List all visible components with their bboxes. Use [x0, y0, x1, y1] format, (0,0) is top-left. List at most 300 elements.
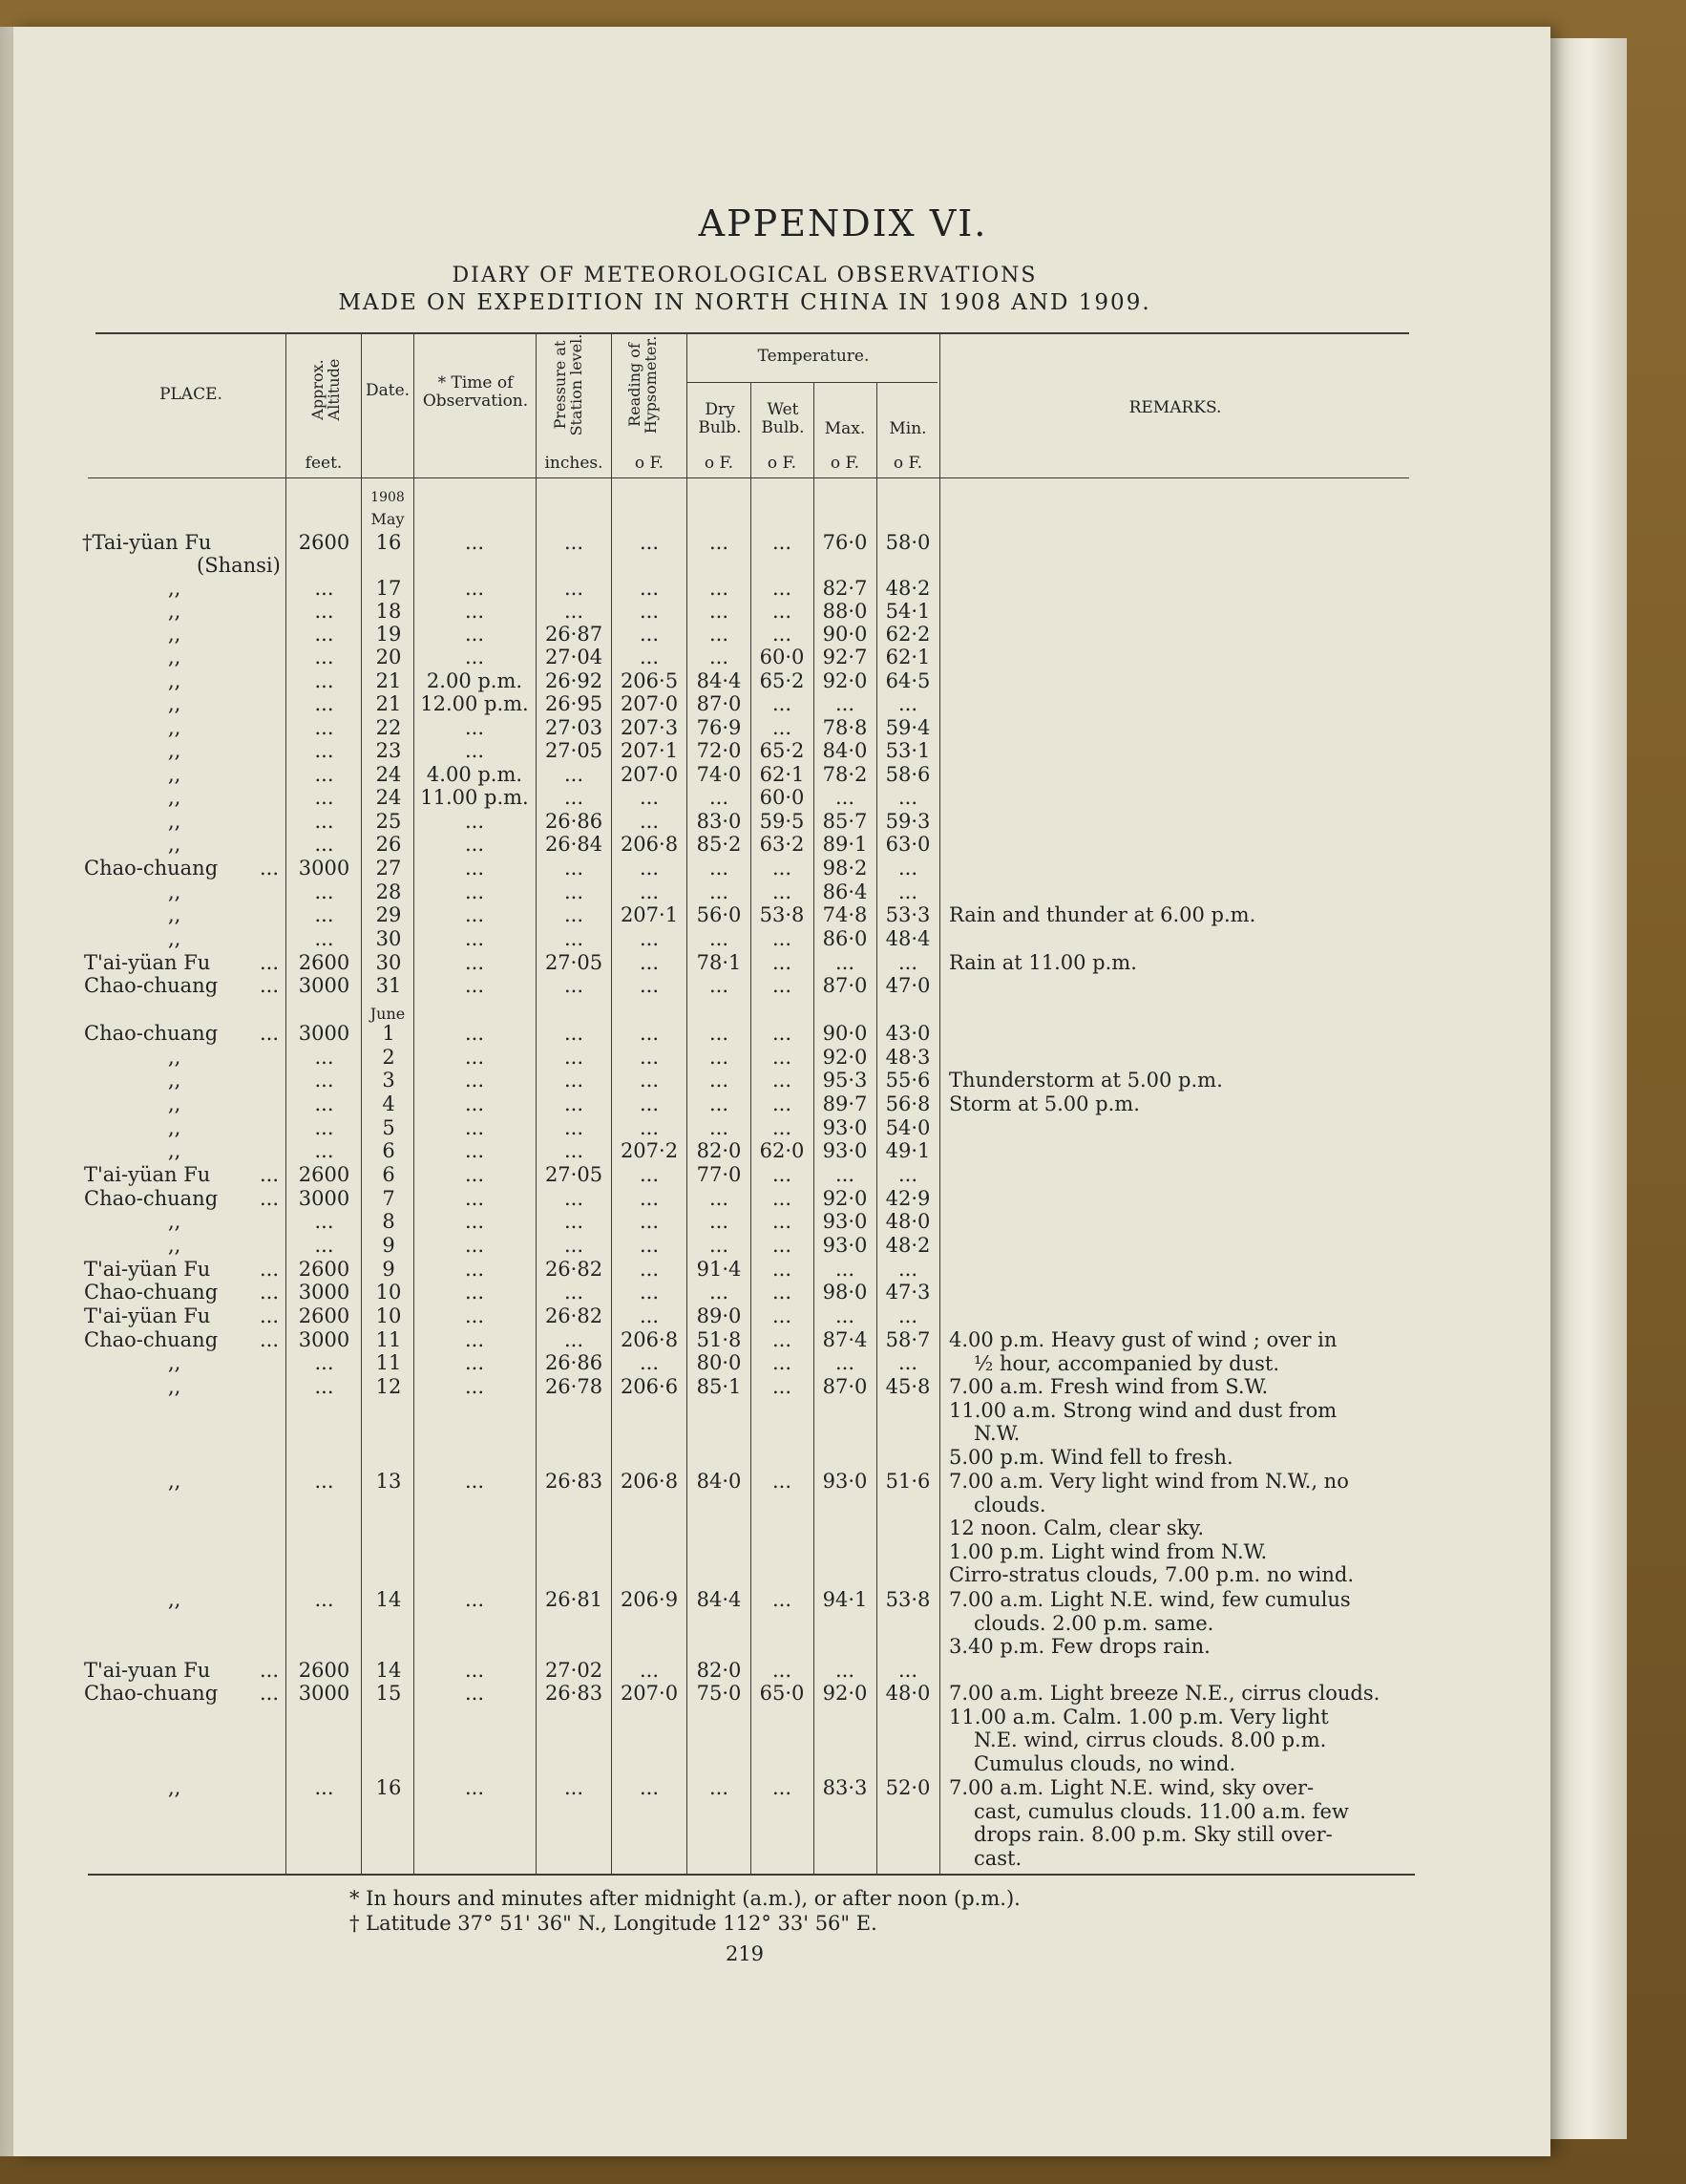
cell-date: 17	[375, 577, 402, 600]
cell-dry: ...	[708, 1234, 729, 1257]
cell-place: Chao-chuang	[84, 974, 219, 997]
cell-hyps: 206·8	[620, 833, 679, 856]
cell-min: 63·0	[885, 833, 931, 856]
cell-press: ...	[563, 600, 584, 623]
cell-hyps: ...	[639, 531, 660, 554]
cell-time: ...	[464, 531, 485, 554]
col-header-max: Max.	[824, 419, 866, 438]
table-top-rule	[95, 332, 1409, 334]
cell-press: ...	[563, 1187, 584, 1210]
cell-wet: 60·0	[759, 646, 805, 668]
cell-min: 48·2	[885, 577, 931, 600]
cell-max: 93·0	[822, 1139, 868, 1162]
col-header-hypsometer: Reading of Hypsometer.	[625, 335, 660, 435]
cell-date: 4	[382, 1092, 395, 1115]
cell-alt: ...	[314, 692, 334, 715]
cell-date: 16	[375, 531, 402, 554]
cell-hyps: ...	[639, 1281, 660, 1304]
cell-place: Chao-chuang	[84, 1281, 219, 1304]
cell-hyps: ...	[639, 1258, 660, 1281]
cell-press: 26·86	[544, 1351, 603, 1374]
cell-hyps: 206·8	[620, 1328, 679, 1351]
cell-alt: ...	[314, 1588, 334, 1611]
cell-dry: ...	[708, 1116, 729, 1139]
cell-alt: ...	[314, 669, 334, 692]
cell-date: 20	[375, 646, 402, 668]
table-row	[0, 1304, 1432, 1328]
cell-dry: ...	[708, 531, 729, 554]
cell-wet: 62·1	[759, 763, 805, 786]
col-header-altitude: Approx. Altitude	[308, 358, 343, 421]
cell-alt: 3000	[298, 1187, 350, 1210]
cell-alt: ...	[314, 739, 334, 762]
cell-press: 27·05	[544, 1163, 603, 1186]
cell-time: ...	[464, 810, 485, 833]
cell-place: ,,	[168, 1776, 181, 1799]
cell-date: 21	[375, 669, 402, 692]
cell-wet: 65·0	[759, 1682, 805, 1705]
cell-time: ...	[464, 646, 485, 668]
remark-line: Thunderstorm at 5.00 p.m.	[949, 1069, 1223, 1092]
cell-wet: 62·0	[759, 1139, 805, 1162]
cell-alt: ...	[314, 577, 334, 600]
cell-hyps: ...	[639, 577, 660, 600]
cell-hyps: ...	[639, 1187, 660, 1210]
col-header-pressure: Pressure at Station level.	[551, 333, 585, 436]
cell-dry: 82·0	[696, 1139, 742, 1162]
cell-max: ...	[834, 951, 855, 974]
table-row	[0, 810, 1432, 834]
cell-date: 23	[375, 739, 402, 762]
cell-press: ...	[563, 1210, 584, 1233]
cell-place: †Tai-yüan Fu	[82, 531, 212, 554]
cell-max: 84·0	[822, 739, 868, 762]
table-row	[0, 1234, 1432, 1258]
table-row	[0, 1210, 1432, 1234]
cell-max: 87·4	[822, 1328, 868, 1351]
page-title: APPENDIX VI.	[698, 202, 988, 244]
remark-line: 7.00 a.m. Fresh wind from S.W.	[949, 1375, 1269, 1398]
cell-max: 94·1	[822, 1588, 868, 1611]
cell-min: 48·2	[885, 1234, 931, 1257]
remark-line: Rain at 11.00 p.m.	[949, 951, 1137, 974]
cell-wet: ...	[771, 974, 792, 997]
cell-hyps: ...	[639, 1234, 660, 1257]
cell-hyps: ...	[639, 857, 660, 880]
cell-dry: 77·0	[696, 1163, 742, 1186]
cell-wet: 65·2	[759, 669, 805, 692]
cell-time: ...	[464, 1022, 485, 1045]
cell-max: 87·0	[822, 1375, 868, 1398]
cell-dry: ...	[708, 880, 729, 903]
cell-date: 16	[375, 1776, 402, 1799]
cell-place: ,,	[168, 786, 181, 809]
cell-alt: 3000	[298, 1328, 350, 1351]
table-row	[0, 974, 1432, 998]
cell-hyps: 207·0	[620, 763, 679, 786]
cell-place: ,,	[168, 1210, 181, 1233]
cell-wet: 53·8	[759, 903, 805, 926]
cell-time: ...	[464, 1046, 485, 1069]
cell-hyps: ...	[639, 1116, 660, 1139]
col-header-max-unit: o F.	[830, 454, 860, 473]
cell-dry: 51·8	[696, 1328, 742, 1351]
table-row	[0, 531, 1432, 555]
cell-wet: ...	[771, 880, 792, 903]
cell-press: 27·05	[544, 951, 603, 974]
cell-wet: ...	[771, 1281, 792, 1304]
cell-time: ...	[464, 1470, 485, 1493]
table-row	[0, 1022, 1432, 1046]
cell-date: 6	[382, 1163, 395, 1186]
cell-max: 90·0	[822, 1022, 868, 1045]
cell-dry: ...	[708, 1776, 729, 1799]
cell-dry: ...	[708, 646, 729, 668]
cell-max: 98·2	[822, 857, 868, 880]
cell-press: ...	[563, 1069, 584, 1092]
cell-time: 11.00 p.m.	[420, 786, 529, 809]
cell-place-leader: ...	[260, 974, 280, 997]
cell-remarks	[949, 903, 1405, 927]
cell-press: ...	[563, 1776, 584, 1799]
cell-place: ,,	[168, 669, 181, 692]
cell-dry: 72·0	[696, 739, 742, 762]
cell-place: T'ai-yüan Fu	[84, 951, 211, 974]
cell-remarks	[949, 951, 1405, 975]
cell-time: ...	[464, 1776, 485, 1799]
cell-max: 90·0	[822, 623, 868, 646]
cell-time: ...	[464, 623, 485, 646]
col-header-dry-bulb: Dry Bulb.	[698, 400, 742, 437]
cell-place-leader: ...	[260, 1659, 280, 1682]
cell-alt: ...	[314, 786, 334, 809]
cell-min: 58·6	[885, 763, 931, 786]
cell-wet: ...	[771, 692, 792, 715]
cell-place: ,,	[168, 927, 181, 950]
remark-line: 3.40 p.m. Few drops rain.	[949, 1635, 1211, 1659]
cell-wet: ...	[771, 1588, 792, 1611]
cell-max: 82·7	[822, 577, 868, 600]
cell-time: 12.00 p.m.	[420, 692, 529, 715]
cell-hyps: 206·8	[620, 1470, 679, 1493]
cell-date: 11	[375, 1351, 402, 1374]
cell-time: ...	[464, 903, 485, 926]
table-row	[0, 786, 1432, 810]
cell-dry: ...	[708, 1046, 729, 1069]
cell-dry: 56·0	[696, 903, 742, 926]
cell-place-leader: ...	[260, 1163, 280, 1186]
temperature-rule	[687, 382, 938, 383]
cell-date: 14	[375, 1659, 402, 1682]
remark-line: 7.00 a.m. Light N.E. wind, few cumulus	[949, 1588, 1351, 1611]
cell-dry: 85·2	[696, 833, 742, 856]
cell-dry: 89·0	[696, 1304, 742, 1327]
cell-press: 26·82	[544, 1304, 603, 1327]
cell-max: 78·2	[822, 763, 868, 786]
cell-hyps: 207·1	[620, 739, 679, 762]
remark-line: Cirro-stratus clouds, 7.00 p.m. no wind.	[949, 1563, 1354, 1587]
cell-alt: ...	[314, 1776, 334, 1799]
cell-date: 30	[375, 951, 402, 974]
remark-line: drops rain. 8.00 p.m. Sky still over-	[974, 1823, 1333, 1847]
cell-wet: ...	[771, 951, 792, 974]
cell-hyps: 207·1	[620, 903, 679, 926]
col-header-temperature: Temperature.	[757, 347, 870, 366]
table-row	[0, 1187, 1432, 1211]
cell-place: ,,	[168, 1116, 181, 1139]
cell-date: 13	[375, 1470, 402, 1493]
cell-alt: ...	[314, 763, 334, 786]
cell-alt: 3000	[298, 1682, 350, 1705]
remark-line: Cumulus clouds, no wind.	[974, 1751, 1236, 1775]
cell-place: ,,	[168, 903, 181, 926]
cell-hyps: 206·6	[620, 1375, 679, 1398]
table-row	[0, 1116, 1432, 1140]
cell-place-leader: ...	[260, 1187, 280, 1210]
col-header-place: PLACE.	[159, 385, 222, 404]
cell-alt: 2600	[298, 951, 350, 974]
cell-wet: ...	[771, 1470, 792, 1493]
cell-alt: ...	[314, 1092, 334, 1115]
cell-place: ,,	[168, 1375, 181, 1398]
cell-time: ...	[464, 1375, 485, 1398]
cell-place: ,,	[168, 692, 181, 715]
table-row	[0, 1351, 1432, 1375]
cell-wet: ...	[771, 927, 792, 950]
cell-dry: 78·1	[696, 951, 742, 974]
cell-dry: 87·0	[696, 692, 742, 715]
cell-date: 22	[375, 716, 402, 739]
cell-dry: 84·0	[696, 1470, 742, 1493]
col-header-wet-unit: o F.	[767, 454, 797, 473]
cell-max: ...	[834, 692, 855, 715]
cell-wet: ...	[771, 1776, 792, 1799]
cell-time: ...	[464, 951, 485, 974]
remark-line: 7.00 a.m. Light breeze N.E., cirrus clouds.	[949, 1682, 1380, 1705]
cell-press: 26·86	[544, 810, 603, 833]
cell-dry: ...	[708, 786, 729, 809]
cell-place-leader: ...	[260, 1258, 280, 1281]
cell-min: 53·3	[885, 903, 931, 926]
cell-hyps: ...	[639, 1210, 660, 1233]
cell-place-leader: ...	[260, 857, 280, 880]
cell-alt: 2600	[298, 1304, 350, 1327]
cell-date: 9	[382, 1258, 395, 1281]
cell-date: 15	[375, 1682, 402, 1705]
cell-hyps: ...	[639, 927, 660, 950]
cell-hyps: ...	[639, 974, 660, 997]
table-row	[0, 739, 1432, 763]
cell-min: 48·0	[885, 1210, 931, 1233]
cell-dry: ...	[708, 857, 729, 880]
cell-alt: 2600	[298, 1659, 350, 1682]
month-june-marker: June	[369, 1005, 406, 1023]
cell-dry: 84·4	[696, 1588, 742, 1611]
cell-min: ...	[897, 692, 918, 715]
cell-alt: ...	[314, 1116, 334, 1139]
cell-max: 74·8	[822, 903, 868, 926]
cell-press: ...	[563, 974, 584, 997]
table-row	[0, 623, 1432, 647]
remark-line: 12 noon. Calm, clear sky.	[949, 1516, 1205, 1540]
cell-min: 52·0	[885, 1776, 931, 1799]
table-row	[0, 1139, 1432, 1163]
cell-place: Chao-chuang	[84, 1022, 219, 1045]
cell-date: 21	[375, 692, 402, 715]
cell-date: 29	[375, 903, 402, 926]
cell-hyps: ...	[639, 1659, 660, 1682]
cell-hyps: ...	[639, 1022, 660, 1045]
cell-hyps: ...	[639, 1351, 660, 1374]
cell-max: 92·0	[822, 1187, 868, 1210]
cell-alt: ...	[314, 1470, 334, 1493]
cell-remarks	[949, 1470, 1405, 1587]
cell-time: ...	[464, 716, 485, 739]
cell-dry: 74·0	[696, 763, 742, 786]
cell-max: 83·3	[822, 1776, 868, 1799]
cell-place: Chao-chuang	[84, 857, 219, 880]
cell-place: ,,	[168, 1139, 181, 1162]
cell-wet: ...	[771, 716, 792, 739]
cell-time: ...	[464, 833, 485, 856]
cell-place: ,,	[168, 1351, 181, 1374]
cell-time: ...	[464, 1210, 485, 1233]
cell-place: ,,	[168, 623, 181, 646]
cell-date: 11	[375, 1328, 402, 1351]
cell-dry: ...	[708, 1281, 729, 1304]
cell-hyps: ...	[639, 880, 660, 903]
cell-dry: ...	[708, 623, 729, 646]
cell-max: 93·0	[822, 1116, 868, 1139]
cell-max: 98·0	[822, 1281, 868, 1304]
cell-place-leader: ...	[260, 1022, 280, 1045]
cell-min: 58·7	[885, 1328, 931, 1351]
cell-time: ...	[464, 1588, 485, 1611]
cell-time: ...	[464, 1304, 485, 1327]
cell-press: ...	[563, 1046, 584, 1069]
cell-press: ...	[563, 577, 584, 600]
cell-place-leader: ...	[260, 1281, 280, 1304]
cell-date: 26	[375, 833, 402, 856]
cell-hyps: ...	[639, 1069, 660, 1092]
cell-wet: ...	[771, 857, 792, 880]
cell-wet: ...	[771, 1116, 792, 1139]
cell-wet: ...	[771, 1659, 792, 1682]
cell-date: 7	[382, 1187, 395, 1210]
cell-time: ...	[464, 1281, 485, 1304]
cell-max: ...	[834, 1351, 855, 1374]
cell-remarks	[949, 1776, 1405, 1870]
cell-date: 30	[375, 927, 402, 950]
cell-dry: 91·4	[696, 1258, 742, 1281]
table-row	[0, 833, 1432, 857]
cell-time: ...	[464, 1092, 485, 1115]
cell-date: 8	[382, 1210, 395, 1233]
cell-press: 26·83	[544, 1682, 603, 1705]
cell-dry: 76·9	[696, 716, 742, 739]
cell-alt: ...	[314, 927, 334, 950]
cell-press: ...	[563, 880, 584, 903]
cell-hyps: ...	[639, 1163, 660, 1186]
col-header-dry-unit: o F.	[704, 454, 734, 473]
cell-press: ...	[563, 531, 584, 554]
cell-hyps: 207·2	[620, 1139, 679, 1162]
cell-date: 18	[375, 600, 402, 623]
cell-min: ...	[897, 1304, 918, 1327]
cell-hyps: ...	[639, 810, 660, 833]
cell-remarks	[949, 1069, 1405, 1092]
cell-min: ...	[897, 1258, 918, 1281]
remark-line: 11.00 a.m. Calm. 1.00 p.m. Very light	[949, 1705, 1329, 1728]
page-subtitle-2: MADE ON EXPEDITION IN NORTH CHINA IN 1908 AND 1909.	[338, 290, 1151, 315]
cell-time: ...	[464, 974, 485, 997]
cell-alt: ...	[314, 716, 334, 739]
cell-hyps: ...	[639, 1092, 660, 1115]
cell-time: ...	[464, 739, 485, 762]
cell-place: ,,	[168, 810, 181, 833]
remark-line: Storm at 5.00 p.m.	[949, 1092, 1140, 1115]
cell-alt: ...	[314, 1234, 334, 1257]
table-row	[0, 763, 1432, 787]
cell-press: ...	[563, 1281, 584, 1304]
cell-remarks	[949, 1682, 1405, 1775]
cell-alt: ...	[314, 903, 334, 926]
cell-press: ...	[563, 903, 584, 926]
cell-time: 2.00 p.m.	[426, 669, 523, 692]
remark-line: clouds.	[974, 1493, 1046, 1516]
cell-dry: ...	[708, 1187, 729, 1210]
cell-dry: ...	[708, 1092, 729, 1115]
cell-press: 26·87	[544, 623, 603, 646]
cell-place: ,,	[168, 716, 181, 739]
cell-place: ,,	[168, 763, 181, 786]
cell-wet: 59·5	[759, 810, 805, 833]
cell-date: 2	[382, 1046, 395, 1069]
cell-max: 86·0	[822, 927, 868, 950]
cell-min: 47·0	[885, 974, 931, 997]
cell-wet: ...	[771, 1351, 792, 1374]
cell-place: T'ai-yüan Fu	[84, 1304, 211, 1327]
cell-max: ...	[834, 1163, 855, 1186]
cell-time: ...	[464, 1258, 485, 1281]
cell-alt: 2600	[298, 1163, 350, 1186]
table-row	[0, 577, 1432, 601]
cell-dry: ...	[708, 600, 729, 623]
cell-date: 24	[375, 763, 402, 786]
cell-min: 62·1	[885, 646, 931, 668]
cell-max: 78·8	[822, 716, 868, 739]
cell-max: 95·3	[822, 1069, 868, 1092]
page-number: 219	[725, 1942, 765, 1965]
cell-alt: ...	[314, 1069, 334, 1092]
cell-place: T'ai-yuan Fu	[84, 1659, 211, 1682]
cell-time: ...	[464, 1234, 485, 1257]
cell-place: ,,	[168, 646, 181, 668]
cell-max: 89·1	[822, 833, 868, 856]
cell-wet: ...	[771, 1375, 792, 1398]
col-header-date: Date.	[365, 381, 411, 400]
cell-place: Chao-chuang	[84, 1187, 219, 1210]
table-row	[0, 600, 1432, 624]
table-row	[0, 1258, 1432, 1282]
cell-wet: ...	[771, 1328, 792, 1351]
cell-min: ...	[897, 880, 918, 903]
cell-date: 19	[375, 623, 402, 646]
col-header-min: Min.	[889, 419, 927, 438]
cell-time: ...	[464, 1187, 485, 1210]
remark-line: 7.00 a.m. Very light wind from N.W., no	[949, 1470, 1349, 1493]
cell-dry: 82·0	[696, 1659, 742, 1682]
